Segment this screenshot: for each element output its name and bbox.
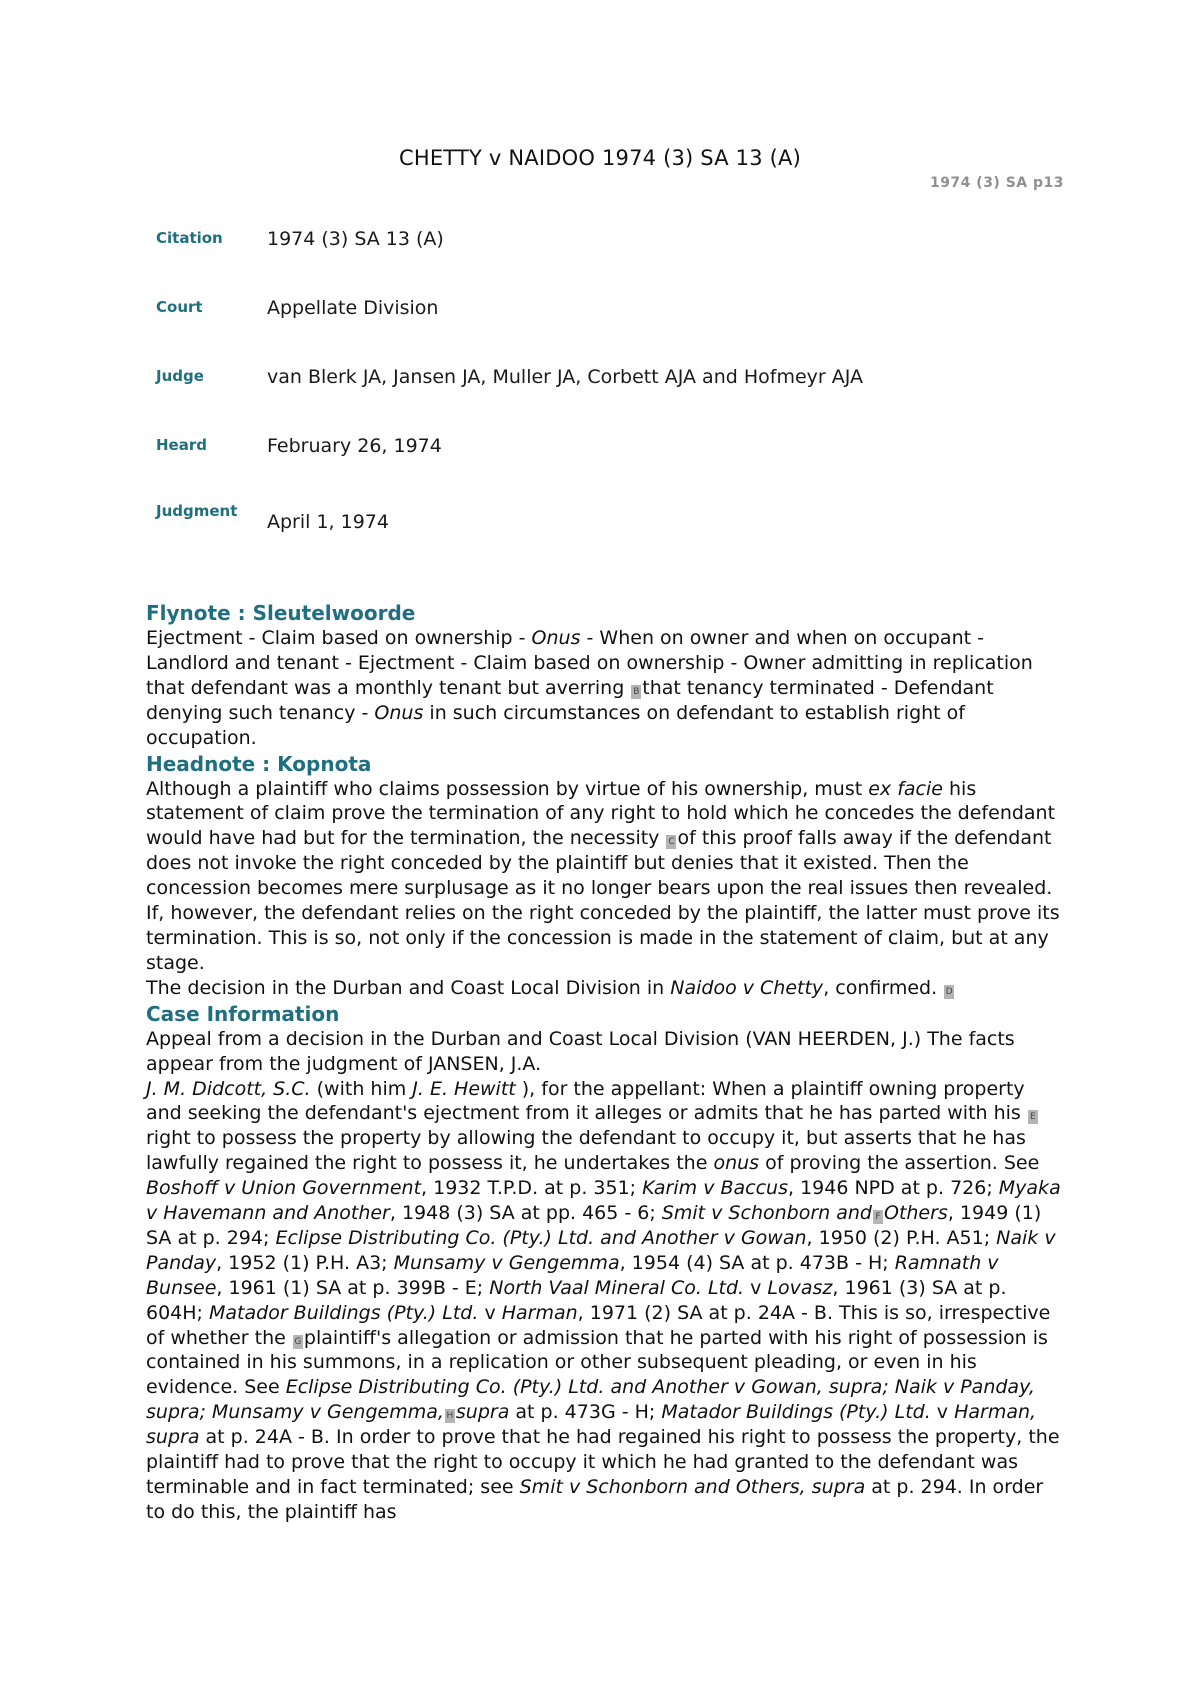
margin-marker-f: F <box>873 1210 883 1224</box>
judgment-value: April 1, 1974 <box>267 511 389 533</box>
citation-label: Citation <box>156 229 223 247</box>
citation-value: 1974 (3) SA 13 (A) <box>267 228 444 250</box>
margin-marker-d: D <box>945 986 953 997</box>
judgment-label: Judgment <box>156 502 238 520</box>
headnote-heading: Headnote : Kopnota <box>146 751 372 776</box>
margin-marker-b: B <box>633 686 640 697</box>
case-information-argument: J. M. Didcott, S.C. (with him J. E. Hewitt ), for the appellant: When a plaintiff owning property and seeking the defendant's ejectment from it alleges or admits that he has parted with his Eright to possess the property by allowing the defendant to occupy it, but asserts that he has lawfully regained the right to possess it, he undertakes the onus of proving the assertion. See Boshoff v Union Government, 1932 T.P.D. at p. 351; Karim v Baccus, 1946 NPD at p. 726; Myaka v Havemann and Another, 1948 (3) SA at pp. 465 - 6; Smit v Schonborn and F Others, 1949 (1) SA at p. 294; Eclipse Distributing Co. (Pty.) Ltd. and Another v Gowan, 1950 (2) P.H. A51; Naik v Panday, 1952 (1) P.H. A3; Munsamy v Gengemma, 1954 (4) SA at p. 473B - H; Ramnath v Bunsee, 1961 (1) SA at p. 399B - E; North Vaal Mineral Co. Ltd. v Lovasz, 1961 (3) SA at p. 604H; Matador Buildings (Pty.) Ltd. v Harman, 1971 (2) SA at p. 24A - B. This is so, irrespective of whether the G plaintiff's allegation or admission that he parted with his right of possession is contained in his summons, in a replication or other subsequent pleading, or even in his evidence. See Eclipse Distributing Co. (Pty.) Ltd. and Another v Gowan, supra; Naik v Panday, supra; Munsamy v Gengemma, H supra at p. 473G - H; Matador Buildings (Pty.) Ltd. v Harman, supra at p. 24A - B. In order to prove that he had regained his right to possess the property, the plaintiff had to prove that the right to occupy it which he had granted to the defendant was terminable and in fact terminated; see Smit v Schonborn and Others, supra at p. 294. In order to do this, the plaintiff has <box>146 1077 1061 1523</box>
flynote-heading: Flynote : Sleutelwoorde <box>146 601 416 625</box>
flynote-text: Ejectment - Claim based on ownership - Onus - When on owner and when on occupant - Landlord and tenant - Ejectment - Claim based on ownership - Owner admitting in replication that defendant was a monthly tenant but averring B that tenancy terminated - Defendant denying such tenancy - Onus in such circumstances on defendant to establish right of occupation. <box>146 627 1033 749</box>
headnote-text: Although a plaintiff who claims possession by virtue of his ownership, must ex facie his statement of claim prove the termination of any right to hold which he concedes the defendant would have had but for the termination, the necessity C of this proof falls away if the defendant does not invoke the right conceded by the plaintiff but denies that it existed. Then the concession becomes mere surplusage as it no longer bears upon the real issues then revealed. If, however, the defendant relies on the right conceded by the plaintiff, the latter must prove its termination. This is so, not only if the concession is made in the statement of claim, but at any stage. <box>146 777 1060 974</box>
margin-marker-e: E <box>1028 1110 1038 1124</box>
page-reference: 1974 (3) SA p13 <box>929 175 1064 191</box>
heard-label: Heard <box>156 436 207 454</box>
heard-value: February 26, 1974 <box>267 435 442 457</box>
margin-marker-g: G <box>294 1336 302 1347</box>
margin-marker-c: C <box>668 837 675 848</box>
case-information-intro: Appeal from a decision in the Durban and Coast Local Division (VAN HEERDEN, J.) The facts appear from the judgment of JANSEN, J.A. <box>146 1027 1015 1075</box>
judge-label: Judge <box>156 367 204 385</box>
case-information-heading: Case Information <box>146 1001 340 1026</box>
headnote-decision: The decision in the Durban and Coast Local Division in Naidoo v Chetty, confirmed. D <box>146 976 953 999</box>
judge-value: van Blerk JA, Jansen JA, Muller JA, Corbett AJA and Hofmeyr AJA <box>267 366 863 388</box>
case-title: CHETTY v NAIDOO 1974 (3) SA 13 (A) <box>398 146 802 170</box>
margin-marker-h: H <box>446 1411 454 1422</box>
document-body <box>146 600 1066 1525</box>
court-value: Appellate Division <box>267 297 439 319</box>
court-label: Court <box>156 298 203 316</box>
